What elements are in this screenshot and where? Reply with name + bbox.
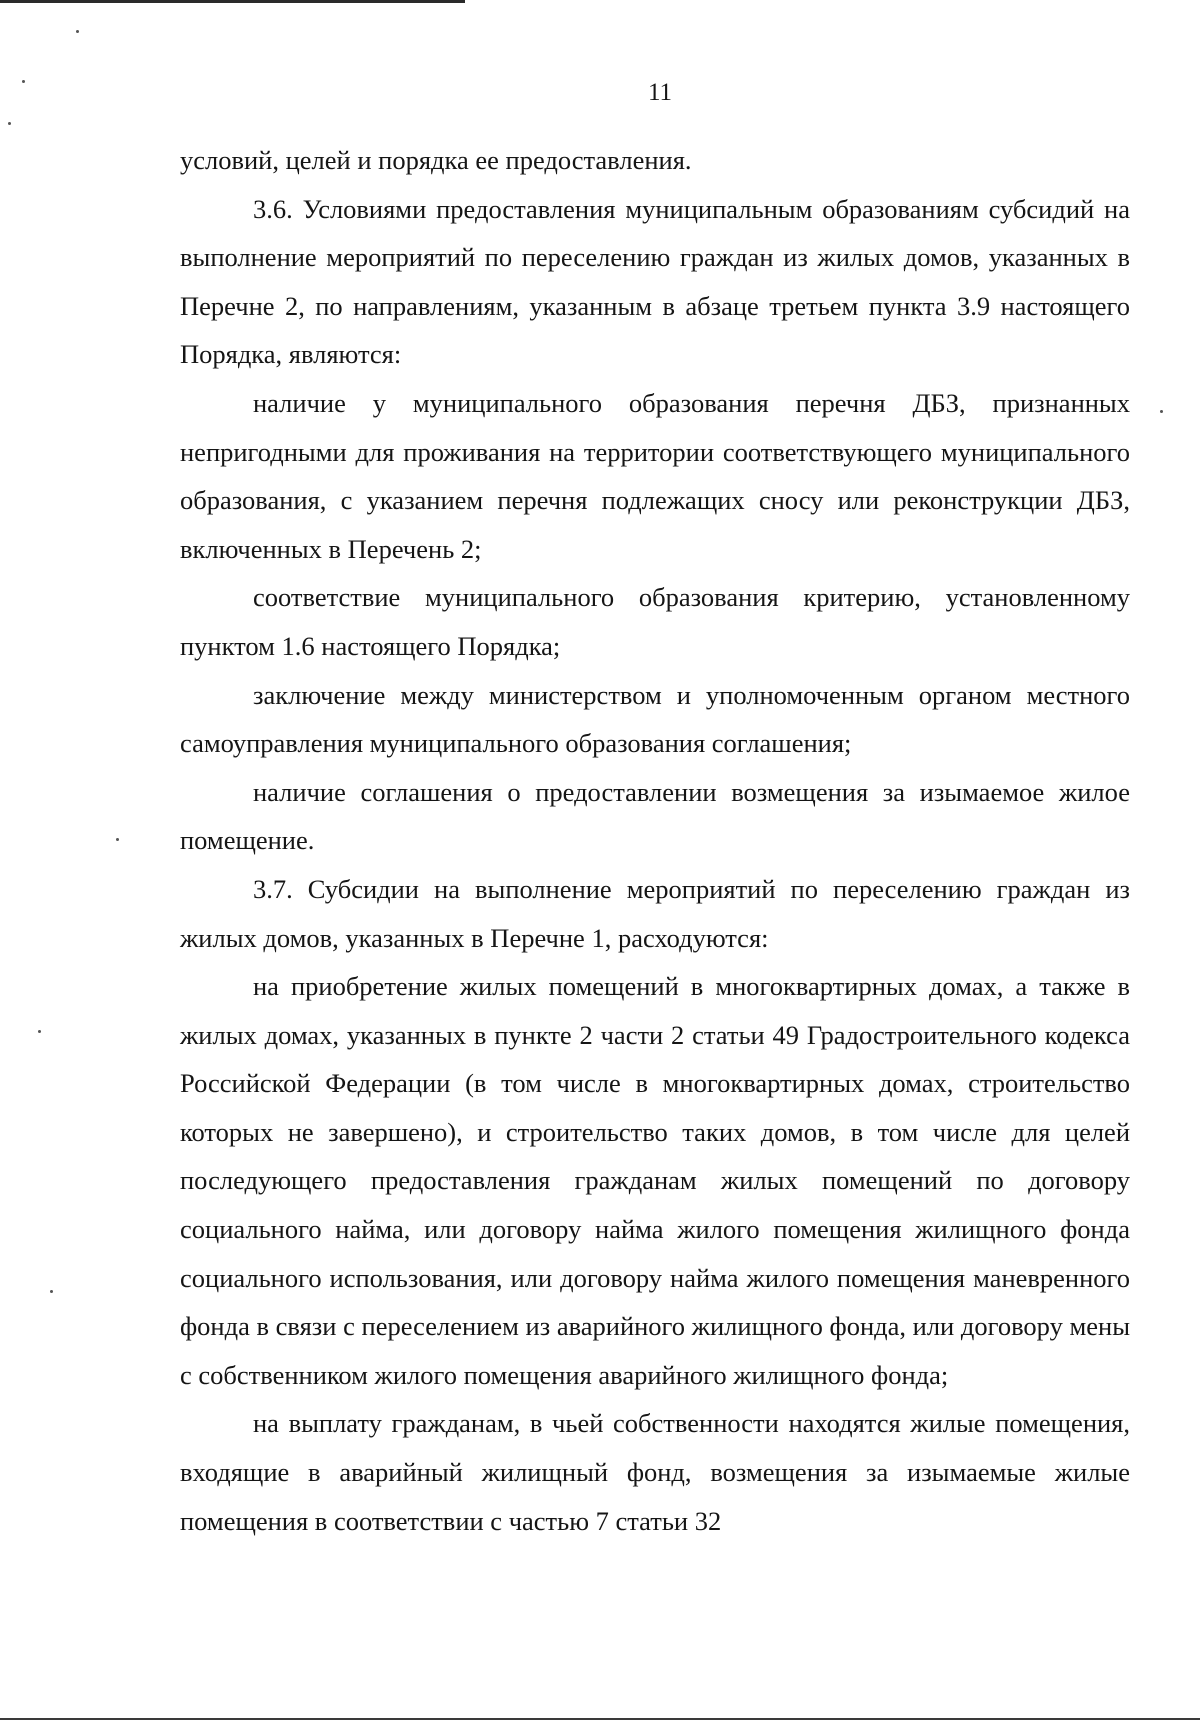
scan-speck xyxy=(8,122,11,125)
paragraph-spending-2: на выплату гражданам, в чьей собственности находятся жилые помещения, входящие в аварийный жилищный фонд, возмещения за изымаемые жилые помещения в соответствии с частью 7 статьи 32 xyxy=(180,1408,1130,1536)
page-number: 11 xyxy=(647,79,673,106)
paragraph-spending-1: на приобретение жилых помещений в многоквартирных домах, а также в жилых домах, указанных в пункте 2 части 2 статьи 49 Градостроительного кодекса Российской Федерации (в том числе в многоквартирных домах, строительство которых не завершено), и строительство таких домов, в том числе для целей последующего предоставления гражданам жилых помещений по договору социального найма, или договору найма жилого помещения жилищного фонда социального использования, или договору найма жилого помещения маневренного фонда в связи с переселением из аварийного жилищного фонда, или договору мены с собственником жилого помещения аварийного жилищного фонда; xyxy=(180,971,1130,1390)
scan-speck xyxy=(38,1030,41,1033)
paragraph-section-3-6: 3.6. Условиями предоставления муниципальным образованиям субсидий на выполнение мероприятий по переселению граждан из жилых домов, указанных в Перечне 2, по направлениям, указанным в абзаце третьем пункта 3.9 настоящего Порядка, являются: xyxy=(180,193,1130,370)
paragraph-condition-list-4: наличие соглашения о предоставлении возмещения за изымаемое жилое помещение. xyxy=(180,776,1130,856)
paragraph-condition-list-3: заключение между министерством и уполномоченным органом местного самоуправления муниципального образования соглашения; xyxy=(180,679,1130,759)
scan-speck xyxy=(76,30,79,33)
scan-speck xyxy=(116,838,119,841)
paragraph-continuation: условий, целей и порядка ее предоставления. xyxy=(180,145,692,175)
paragraph-section-3-7: 3.7. Субсидии на выполнение мероприятий по переселению граждан из жилых домов, указанных в Перечне 1, расходуются: xyxy=(180,873,1130,953)
paragraph-condition-list-1: наличие у муниципального образования перечня ДБЗ, признанных непригодными для проживания на территории соответствующего муниципального образования, с указанием перечня подлежащих сносу или реконструкции ДБЗ, включенных в Перечень 2; xyxy=(180,387,1130,564)
paragraph-condition-list-2: соответствие муниципального образования критерию, установленному пунктом 1.6 настоящего Порядка; xyxy=(180,582,1130,661)
scan-speck xyxy=(22,80,25,83)
scan-speck xyxy=(50,1290,53,1293)
document-body xyxy=(180,136,1130,1545)
scan-speck xyxy=(1160,410,1163,413)
scan-edge-top xyxy=(0,0,465,3)
